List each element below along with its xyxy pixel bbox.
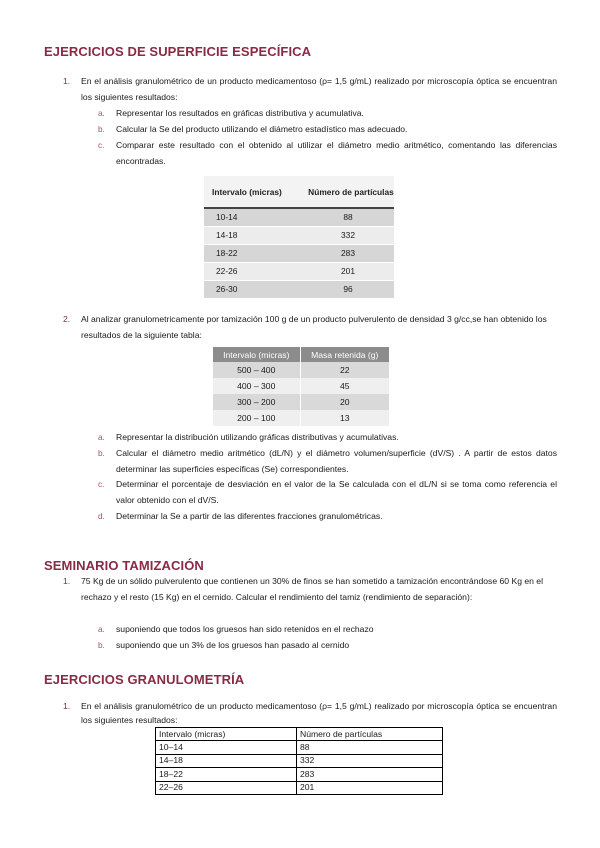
- exercise-text: En el análisis granulométrico de un producto medicamentoso (ρ= 1,5 g/mL) realizado por microscopía óptica se encuentran los siguientes resultados:: [81, 76, 557, 102]
- table-cell: 14-18: [204, 226, 308, 244]
- item-letter: d.: [98, 512, 105, 521]
- table-cell: 13: [300, 410, 389, 426]
- item-text: Representar la distribución utilizando gráficas distributivas y acumulativas.: [116, 432, 399, 442]
- table-cell: 201: [308, 262, 394, 280]
- table-row: [204, 244, 394, 262]
- table-cell: 26-30: [204, 280, 308, 298]
- item-letter: a.: [98, 625, 105, 634]
- results-table-particles: [204, 176, 394, 298]
- table-cell: 88: [308, 208, 394, 226]
- table-cell: 201: [297, 781, 443, 794]
- table-cell: 283: [308, 244, 394, 262]
- table-cell: 500 – 400: [213, 362, 300, 378]
- table-header-mass: Masa retenida (g): [300, 347, 389, 362]
- table-row: [156, 728, 443, 741]
- item-letter: a.: [98, 433, 105, 442]
- exercise-number: 1.: [63, 701, 71, 711]
- table-cell: 88: [297, 741, 443, 754]
- exercise-text: Al analizar granulometricamente por tamización 100 g de un producto pulverulento de densidad 3 g/cc,se han obtenido los resultados de la siguiente tabla:: [81, 314, 547, 340]
- item-letter: c.: [98, 141, 105, 150]
- section-title-granulometria: EJERCICIOS GRANULOMETRÍA: [44, 672, 245, 687]
- item-letter: b.: [98, 449, 105, 458]
- table-cell: 96: [308, 280, 394, 298]
- table-row: [204, 208, 394, 226]
- table-cell: 22-26: [204, 262, 308, 280]
- table-header-count: Número de partículas: [297, 728, 443, 741]
- table-cell: 200 – 100: [213, 410, 300, 426]
- exercise-number: 1.: [63, 76, 71, 86]
- table-cell: 22: [300, 362, 389, 378]
- exercise-text: 75 Kg de un sólido pulverulento que contienen un 30% de finos se han sometido a tamización encontrándose 60 Kg en el rechazo y el resto (15 Kg) en el cernido. Calcular el rendimiento del tamiz (rendimiento de separación):: [81, 576, 543, 602]
- table-cell: 22–26: [156, 781, 297, 794]
- item-letter: b.: [98, 641, 105, 650]
- results-table-plain: [155, 727, 443, 795]
- table-cell: 18-22: [204, 244, 308, 262]
- table-row: [204, 280, 394, 298]
- section-title-tamizacion: SEMINARIO TAMIZACIÓN: [44, 558, 204, 573]
- table-row: [156, 754, 443, 767]
- table-row: [204, 226, 394, 244]
- table-header-interval: Intervalo (micras): [213, 347, 300, 362]
- table-cell: 300 – 200: [213, 394, 300, 410]
- item-text: Representar los resultados en gráficas distributiva y acumulativa.: [116, 108, 364, 118]
- item-text: suponiendo que todos los gruesos han sido retenidos en el rechazo: [116, 624, 374, 634]
- table-cell: 283: [297, 768, 443, 781]
- item-text: Comparar este resultado con el obtenido al utilizar el diámetro medio aritmético, comentando las diferencias encontradas.: [116, 140, 557, 166]
- exercise-number: 2.: [63, 314, 71, 324]
- table-cell: 14–18: [156, 754, 297, 767]
- item-text: Calcular la Se del producto utilizando el diámetro estadístico mas adecuado.: [116, 124, 408, 134]
- item-letter: c.: [98, 480, 105, 489]
- table-row: [213, 378, 389, 394]
- table-cell: 45: [300, 378, 389, 394]
- table-cell: 332: [297, 754, 443, 767]
- results-table-sieve: [213, 347, 389, 426]
- item-text: Calcular el diámetro medio aritmético (dL/N) y el diámetro volumen/superficie (dV/S) . A partir de estos datos determinar las superficies específicas (Se) correspondientes.: [116, 448, 557, 474]
- table-header-interval: Intervalo (micras): [204, 176, 308, 208]
- exercise-text: En el análisis granulométrico de un producto medicamentoso (ρ= 1,5 g/mL) realizado por microscopía óptica se encuentran los siguientes resultados:: [81, 701, 557, 725]
- table-cell: 18–22: [156, 768, 297, 781]
- item-letter: a.: [98, 109, 105, 118]
- item-text: Determinar el porcentaje de desviación en el valor de la Se calculada con el dL/N si se toma como referencia el valor obtenido con el dV/S.: [116, 479, 557, 505]
- section-title-superficie: EJERCICIOS DE SUPERFICIE ESPECÍFICA: [44, 44, 312, 59]
- table-cell: 20: [300, 394, 389, 410]
- item-text: Determinar la Se a partir de las diferentes fracciones granulométricas.: [116, 511, 383, 521]
- table-row: [213, 394, 389, 410]
- table-row: [156, 768, 443, 781]
- item-text: suponiendo que un 3% de los gruesos han pasado al cernido: [116, 640, 350, 650]
- table-row: [213, 362, 389, 378]
- table-cell: 10-14: [204, 208, 308, 226]
- item-letter: b.: [98, 125, 105, 134]
- table-cell: 332: [308, 226, 394, 244]
- table-row: [156, 741, 443, 754]
- table-header-interval: Intervalo (micras): [156, 728, 297, 741]
- exercise-number: 1.: [63, 576, 71, 586]
- table-row: [156, 781, 443, 794]
- table-cell: 400 – 300: [213, 378, 300, 394]
- table-cell: 10–14: [156, 741, 297, 754]
- table-header-count: Número de partículas: [308, 176, 394, 208]
- table-row: [213, 410, 389, 426]
- table-row: [204, 262, 394, 280]
